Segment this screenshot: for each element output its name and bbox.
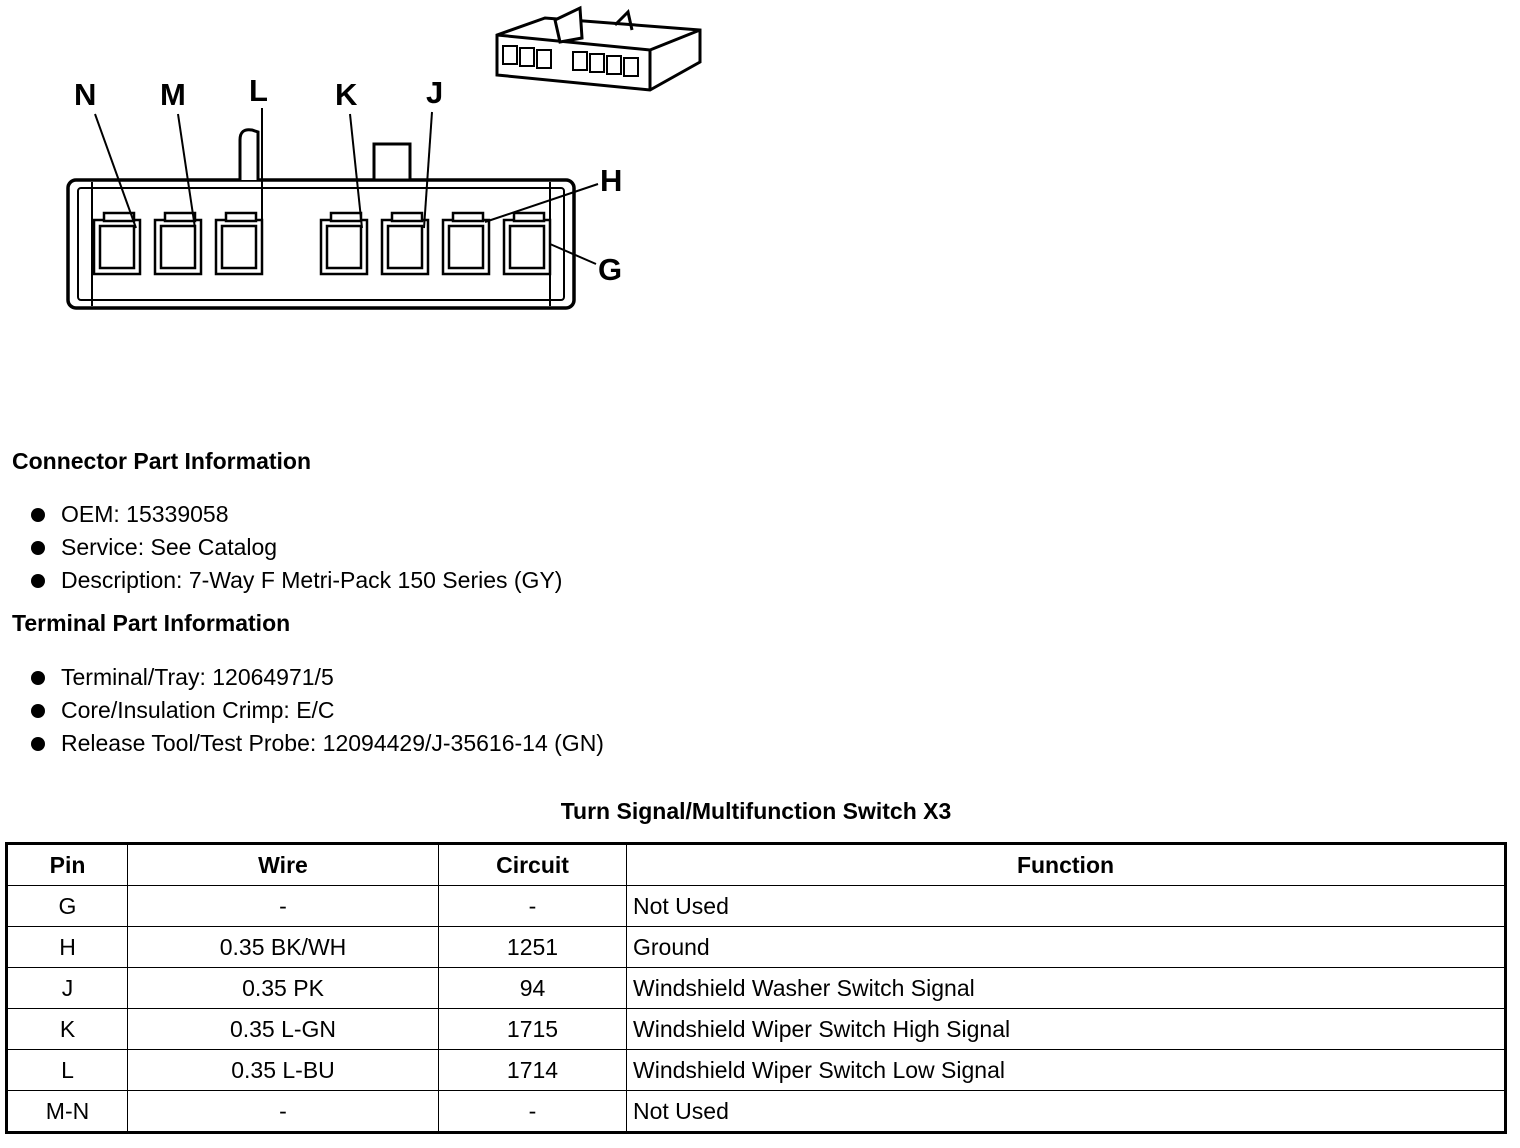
bullet-icon bbox=[31, 508, 45, 522]
list-item bbox=[28, 564, 562, 597]
table-title: Turn Signal/Multifunction Switch X3 bbox=[560, 798, 952, 824]
list-item bbox=[28, 661, 604, 694]
list-item bbox=[28, 727, 604, 760]
cavity-j bbox=[382, 213, 428, 274]
function-cell: Not Used bbox=[627, 1091, 1506, 1133]
wire-cell: 0.35 L-GN bbox=[128, 1009, 439, 1050]
table-row bbox=[7, 1050, 1506, 1091]
wire-cell: 0.35 L-BU bbox=[128, 1050, 439, 1091]
table-row bbox=[7, 1091, 1506, 1133]
pin-cell: M-N bbox=[7, 1091, 128, 1133]
pin-cell: K bbox=[7, 1009, 128, 1050]
cavity-h bbox=[443, 213, 489, 274]
column-header-pin: Pin bbox=[7, 844, 128, 886]
table-row bbox=[7, 968, 1506, 1009]
function-cell: Windshield Wiper Switch Low Signal bbox=[627, 1050, 1506, 1091]
circuit-cell: 1714 bbox=[439, 1050, 627, 1091]
function-cell: Ground bbox=[627, 927, 1506, 968]
table-row bbox=[7, 927, 1506, 968]
connector-service: Service: See Catalog bbox=[61, 534, 278, 560]
terminal-tray: Terminal/Tray: 12064971/5 bbox=[61, 664, 334, 690]
circuit-cell: 94 bbox=[439, 968, 627, 1009]
bullet-icon bbox=[31, 671, 45, 685]
function-cell: Windshield Wiper Switch High Signal bbox=[627, 1009, 1506, 1050]
cavity-l bbox=[216, 213, 262, 274]
bullet-icon bbox=[31, 574, 45, 588]
circuit-cell: - bbox=[439, 886, 627, 927]
terminal-info-list bbox=[28, 661, 604, 760]
connector-iso-view bbox=[497, 8, 700, 90]
function-cell: Windshield Washer Switch Signal bbox=[627, 968, 1506, 1009]
pin-label-m: M bbox=[160, 77, 186, 112]
list-item bbox=[28, 531, 562, 564]
pin-label-n: N bbox=[74, 77, 97, 112]
pin-label-k: K bbox=[335, 77, 358, 112]
circuit-cell: 1251 bbox=[439, 927, 627, 968]
terminal-info-heading: Terminal Part Information bbox=[12, 610, 291, 636]
pin-label-g: G bbox=[598, 252, 623, 287]
cavity-k bbox=[321, 213, 367, 274]
column-header-wire: Wire bbox=[128, 844, 439, 886]
table-row bbox=[7, 886, 1506, 927]
pin-label-l: L bbox=[249, 73, 268, 108]
pin-label-h: H bbox=[600, 163, 623, 198]
function-cell: Not Used bbox=[627, 886, 1506, 927]
connector-face bbox=[68, 108, 598, 308]
column-header-circuit: Circuit bbox=[439, 844, 627, 886]
pin-cell: L bbox=[7, 1050, 128, 1091]
connector-info-heading: Connector Part Information bbox=[12, 448, 312, 474]
wire-cell: - bbox=[128, 886, 439, 927]
circuit-cell: - bbox=[439, 1091, 627, 1133]
bullet-icon bbox=[31, 704, 45, 718]
wire-cell: 0.35 PK bbox=[128, 968, 439, 1009]
table-header-row bbox=[7, 844, 1506, 886]
bullet-icon bbox=[31, 737, 45, 751]
list-item bbox=[28, 498, 562, 531]
connector-oem: OEM: 15339058 bbox=[61, 501, 229, 527]
list-item bbox=[28, 694, 604, 727]
column-header-function: Function bbox=[627, 844, 1506, 886]
pin-cell: H bbox=[7, 927, 128, 968]
pin-cell: G bbox=[7, 886, 128, 927]
connector-diagram bbox=[0, 0, 720, 340]
cavity-g bbox=[504, 213, 550, 274]
pinout-table bbox=[5, 842, 1507, 1134]
circuit-cell: 1715 bbox=[439, 1009, 627, 1050]
connector-info-list bbox=[28, 498, 562, 597]
wire-cell: - bbox=[128, 1091, 439, 1133]
table-row bbox=[7, 1009, 1506, 1050]
wire-cell: 0.35 BK/WH bbox=[128, 927, 439, 968]
terminal-release-tool: Release Tool/Test Probe: 12094429/J-35616-14 (GN) bbox=[61, 730, 604, 756]
pin-label-j: J bbox=[426, 75, 444, 110]
pin-cell: J bbox=[7, 968, 128, 1009]
bullet-icon bbox=[31, 541, 45, 555]
connector-description: Description: 7-Way F Metri-Pack 150 Series (GY) bbox=[61, 567, 563, 593]
terminal-crimp: Core/Insulation Crimp: E/C bbox=[61, 697, 335, 723]
